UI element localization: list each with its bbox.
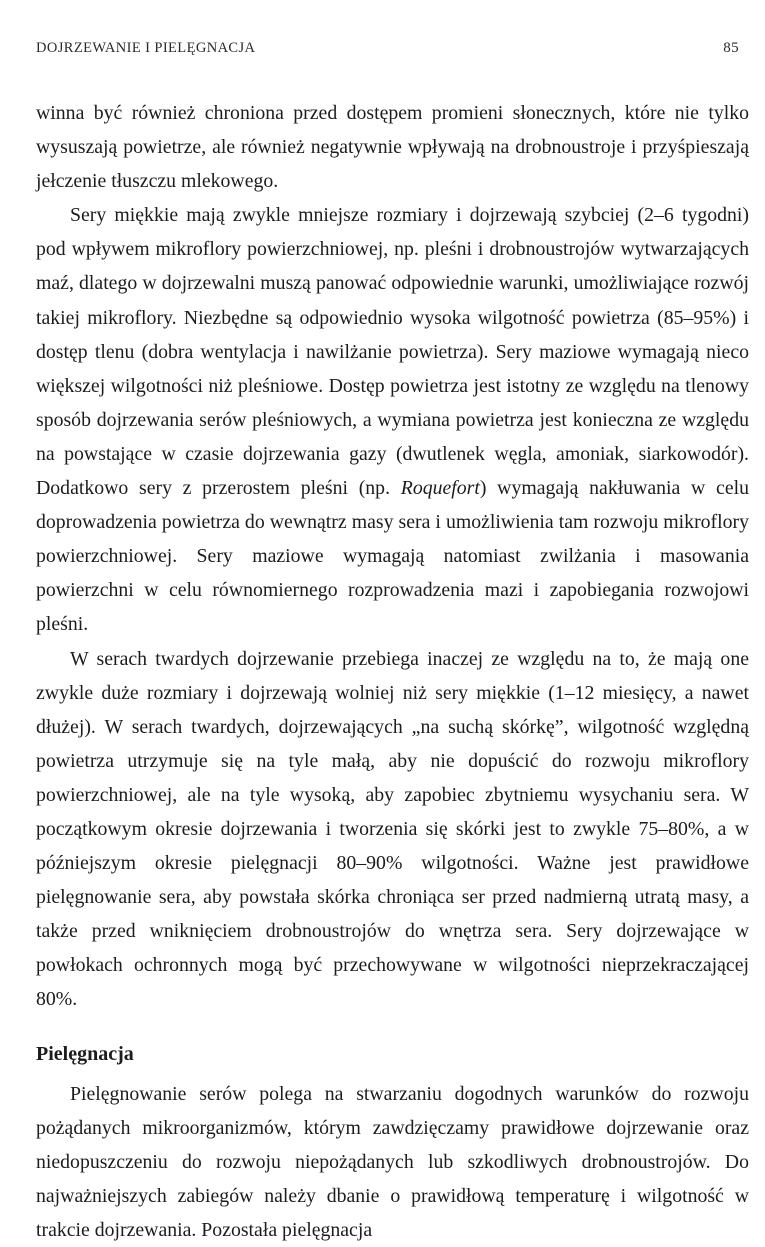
paragraph-continued: winna być również chroniona przed dostępem promieni słonecznych, które nie tylko wysuszają powietrze, ale również negatywnie wpływają na drobnoustroje i przyśpieszają jełczenie tłuszczu mlekowego. [36, 102, 749, 193]
paragraph-soft-cheeses-text-1: Sery miękkie mają zwykle mniejsze rozmiary i dojrzewają szybciej (2–6 tygodni) pod wpływem mikroflory powierzchniowej, np. pleśni i drobnoustrojów wytwarzających maź, dlatego w dojrzewalni muszą panować odpowiednie warunki, umożliwiające rozwój takiej mikroflory. Niezbędne są odpowiednio wysoka wilgotność powietrza (85–95%) i dostęp tlenu (dobra wentylacja i nawilżanie powietrza). Sery maziowe wymagają nieco większej wilgotności niż pleśniowe. Dostęp powietrza jest istotny ze względu na tlenowy sposób dojrzewania serów pleśniowych, a wymiana powietrza jest konieczna ze względu na powstające w czasie dojrzewania gazy (dwutlenek węgla, amoniak, siarkowodór). Dodatkowo sery z przerostem pleśni (np. [36, 204, 749, 500]
paragraph-care: Pielęgnowanie serów polega na stwarzaniu dogodnych warunków do rozwoju pożądanych mikroorganizmów, którym zawdzięczamy prawidłowe dojrzewanie oraz niedopuszczeniu do rozwoju niepożądanych lub szkodliwych drobnoustrojów. Do najważniejszych zabiegów należy dbanie o prawidłową temperaturę i wilgotność w trakcie dojrzewania. Pozostała pielęgnacja [36, 1082, 749, 1241]
paragraph-soft-cheeses-text-2: ) wymagają nakłuwania w celu doprowadzenia powietrza do wewnątrz masy sera i umożliwienia tam rozwoju mikroflory powierzchniowej. Sery maziowe wymagają natomiast zwilżania i masowania powierzchni w celu równomiernego rozprowadzenia mazi i zapobiegania rozwojowi pleśni. [36, 477, 749, 636]
page-number: 85 [723, 40, 739, 56]
running-title: DOJRZEWANIE I PIELĘGNACJA [36, 40, 256, 56]
section-heading: Pielęgnacja [36, 1042, 134, 1065]
paragraph-soft-cheeses [36, 198, 749, 641]
paragraph-hard-cheeses: W serach twardych dojrzewanie przebiega inaczej ze względu na to, że mają one zwykle duże rozmiary i dojrzewają wolniej niż sery miękkie (1–12 miesięcy, a nawet dłużej). W serach twardych, dojrzewających „na suchą skórkę”, wilgotność względną powietrza utrzymuje się na tyle małą, aby nie dopuścić do rozwoju mikroflory powierzchniowej, ale na tyle wysoką, aby zapobiec zbytniemu wysychaniu sera. W początkowym okresie dojrzewania i tworzenia się skórki jest to zwykle 75–80%, a w późniejszym okresie pielęgnacji 80–90% wilgotności. Ważne jest prawidłowe pielęgnowanie sera, aby powstała skórka chroniąca ser przed nadmierną utratą masy, a także przed wniknięciem drobnoustrojów do wnętrza sera. Sery dojrzewające w powłokach ochronnych mogą być przechowywane w wilgotności nieprzekraczającej 80%. [36, 647, 749, 1011]
running-header [36, 40, 739, 57]
cheese-name-italic: Roquefort [400, 477, 480, 500]
page-body [36, 96, 749, 1247]
